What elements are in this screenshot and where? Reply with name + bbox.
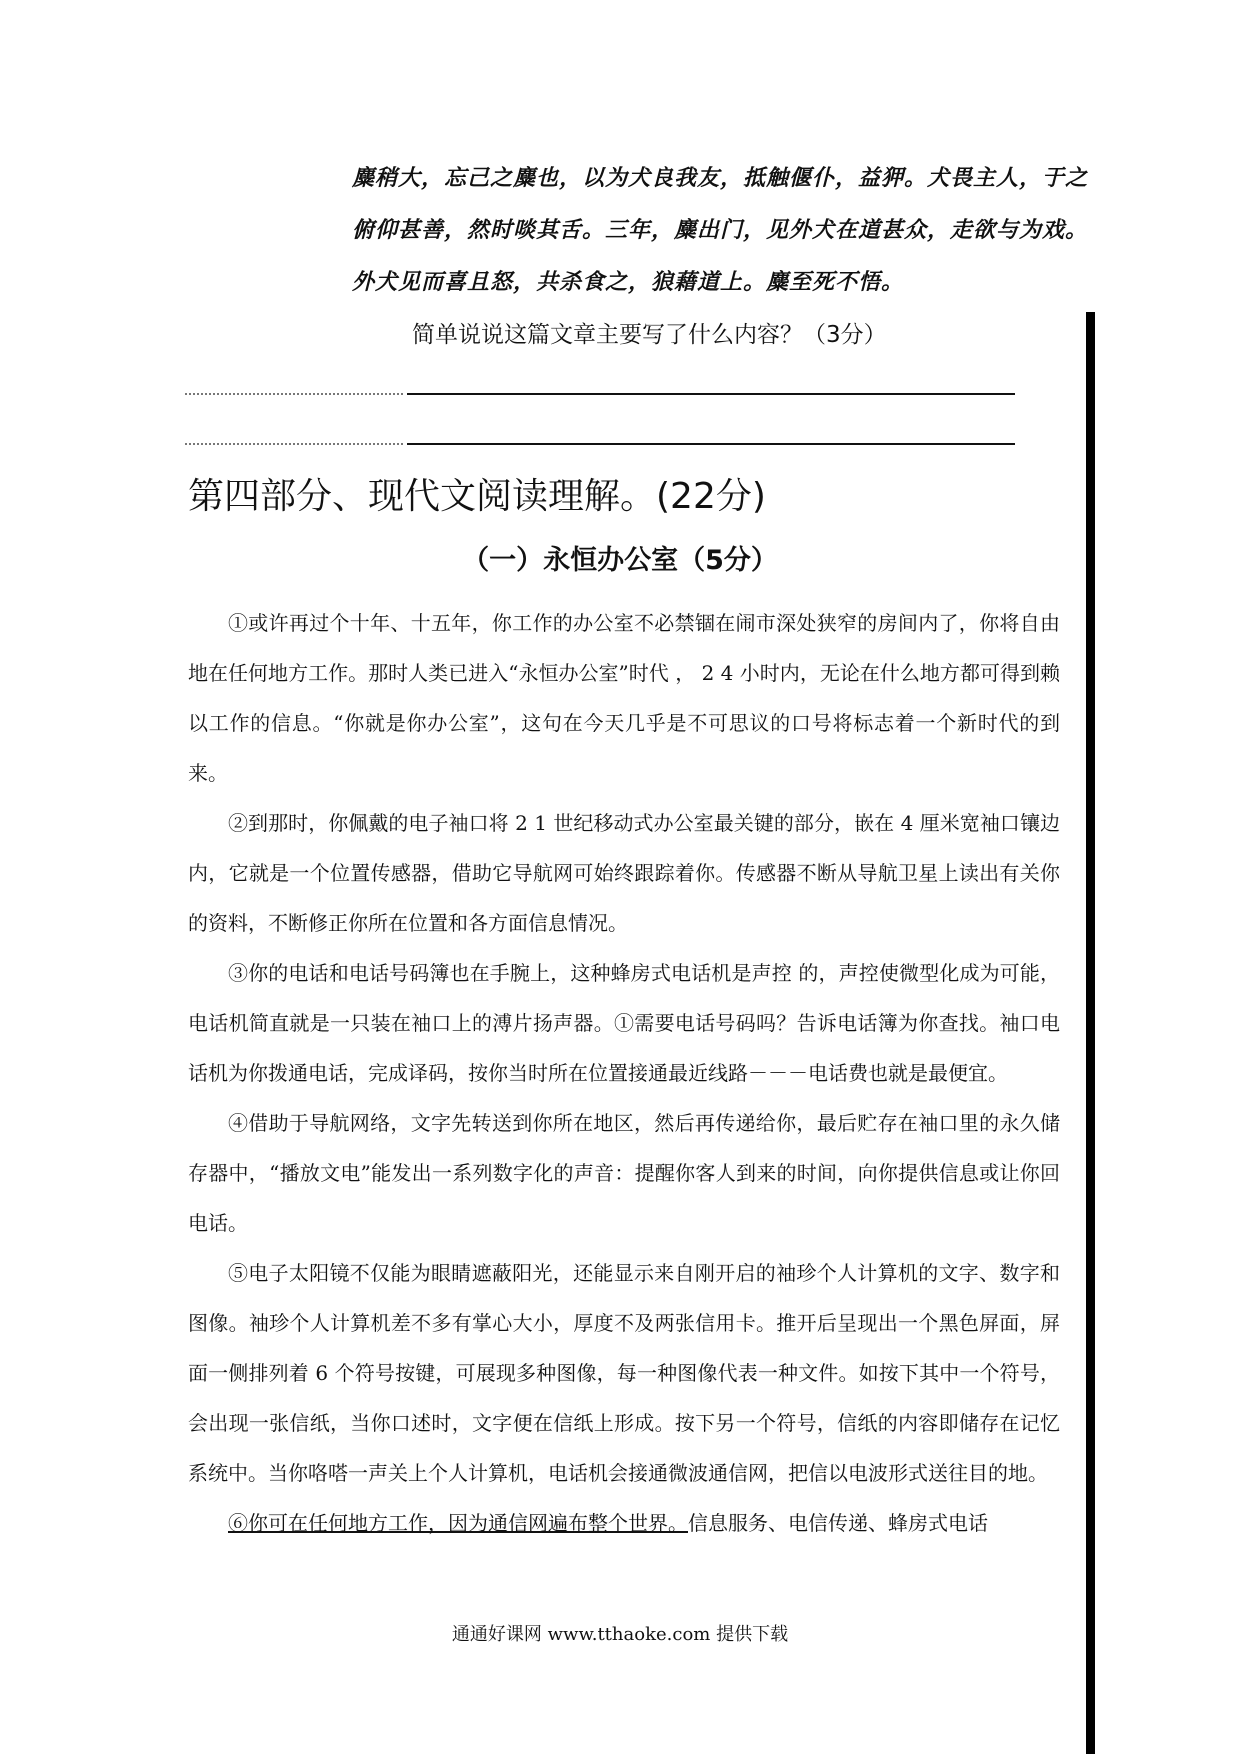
classical-line: 麋稍大，忘己之麋也，以为犬良我友，抵触偃仆，益狎。犬畏主人，于之 <box>352 165 1089 191</box>
article-body <box>188 598 1060 1548</box>
paragraph-6 <box>188 1498 1060 1548</box>
answer-rule <box>407 393 1015 395</box>
classical-chinese-passage <box>352 152 1089 308</box>
section-heading: 第四部分、现代文阅读理解。(22分) <box>188 476 766 517</box>
answer-dots <box>185 443 403 445</box>
paragraph-4: ④借助于导航网络，文字先转送到你所在地区，然后再传递给你，最后贮存在袖口里的永久储存器中，“播放文电”能发出一系列数字化的声音：提醒你客人到来的时间，向你提供信息或让你回电话。 <box>188 1111 1060 1235</box>
article-title: （一）永恒办公室（5分） <box>462 545 778 576</box>
paragraph-6-rest: 信息服务、电信传递、蜂房式电话 <box>688 1511 988 1535</box>
answer-line-1[interactable] <box>185 365 1015 395</box>
page-footer: 通通好课网 www.tthaoke.com 提供下载 <box>451 1624 789 1645</box>
answer-rule <box>407 443 1015 445</box>
paragraph-5: ⑤电子太阳镜不仅能为眼睛遮蔽阳光，还能显示来自刚开启的袖珍个人计算机的文字、数字和图像。袖珍个人计算机差不多有掌心大小，厚度不及两张信用卡。推开后呈现出一个黑色屏面，屏面一侧排列着 6 个符号按键，可展现多种图像，每一种图像代表一种文件。如按下其中一个符号，会出现一张信纸，当你口述时，文字便在信纸上形成。按下另一个符号，信纸的内容即储存在记忆系统中。当你咯嗒一声关上个人计算机，电话机会接通微波通信网，把信以电波形式送往目的地。 <box>188 1261 1060 1485</box>
question-prompt: 简单说说这篇文章主要写了什么内容？（3分） <box>412 322 887 348</box>
paragraph-1: ①或许再过个十年、十五年，你工作的办公室不必禁锢在闹市深处狭窄的房间内了，你将自由地在任何地方工作。那时人类已进入“永恒办公室”时代 ， 2 4 小时内，无论在什么地方都可得到赖以工作的信息。“你就是你办公室”，这句在今天几乎是不可思议的口号将标志着一个新时代的到来。 <box>188 611 1060 785</box>
classical-line: 外犬见而喜且怒，共杀食之，狼藉道上。麋至死不悟。 <box>352 269 905 295</box>
paragraph-3: ③你的电话和电话号码簿也在手腕上，这种蜂房式电话机是声控 的，声控使微型化成为可能，电话机简直就是一只装在袖口上的溥片扬声器。①需要电话号码吗？告诉电话簿为你查找。袖口电话机为你拨通电话，完成译码，按你当时所在位置接通最近线路－－－电话费也就是最便宜。 <box>188 961 1060 1085</box>
classical-line: 俯仰甚善，然时啖其舌。三年，麋出门，见外犬在道甚众，走欲与为戏。 <box>352 217 1089 243</box>
answer-line-2[interactable] <box>185 415 1015 445</box>
underlined-sentence: ⑥你可在任何地方工作，因为通信网遍布整个世界。 <box>228 1511 688 1535</box>
binding-margin-bar <box>1086 312 1095 1754</box>
answer-dots <box>185 393 403 395</box>
paragraph-2: ②到那时，你佩戴的电子袖口将 2 1 世纪移动式办公室最关键的部分，嵌在 4 厘米宽袖口镶边内，它就是一个位置传感器，借助它导航网可始终跟踪着你。传感器不断从导航卫星上读出有关你的资料，不断修正你所在位置和各方面信息情况。 <box>188 811 1060 935</box>
